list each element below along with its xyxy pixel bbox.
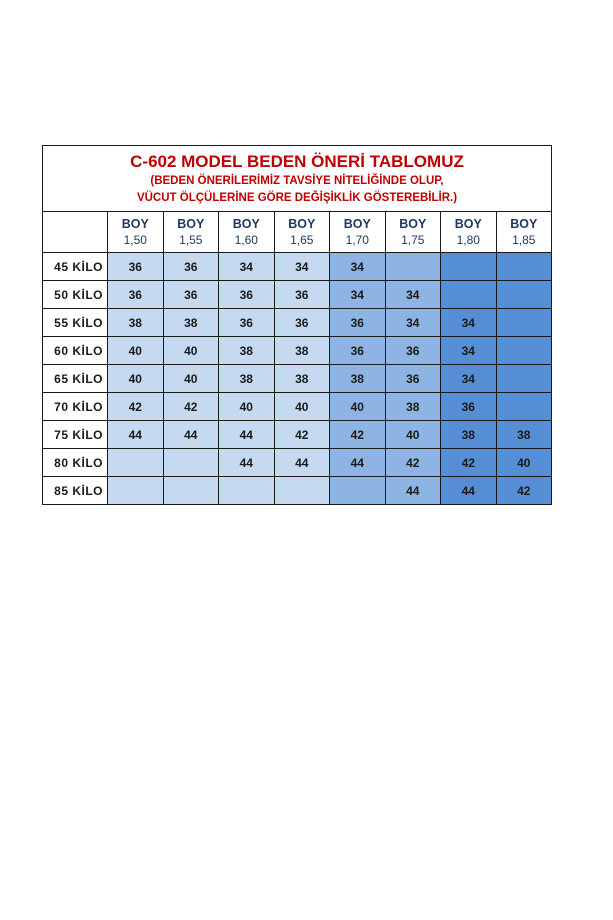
size-cell: 34 (385, 309, 441, 337)
size-chart-table (42, 145, 552, 505)
weight-label: 80 KİLO (43, 449, 108, 477)
size-cell (330, 477, 386, 505)
size-cell: 38 (330, 365, 386, 393)
size-cell (219, 477, 275, 505)
height-header (385, 212, 441, 253)
height-header (441, 212, 497, 253)
height-header (219, 212, 275, 253)
size-cell: 42 (441, 449, 497, 477)
size-cell (163, 449, 219, 477)
height-value: 1,50 (123, 233, 147, 247)
size-cell: 40 (163, 365, 219, 393)
table-row (43, 421, 552, 449)
size-cell (163, 477, 219, 505)
size-cell: 40 (163, 337, 219, 365)
size-cell: 40 (274, 393, 330, 421)
height-value: 1,70 (345, 233, 369, 247)
height-header (108, 212, 164, 253)
height-value: 1,65 (290, 233, 314, 247)
size-cell: 42 (496, 477, 552, 505)
size-cell: 38 (274, 337, 330, 365)
size-cell: 40 (496, 449, 552, 477)
height-header (163, 212, 219, 253)
size-cell (496, 309, 552, 337)
height-value: 1,85 (512, 233, 536, 247)
boy-label: BOY (399, 217, 427, 231)
table-row (43, 449, 552, 477)
size-cell (496, 393, 552, 421)
size-cell: 42 (108, 393, 164, 421)
boy-label: BOY (177, 217, 205, 231)
size-cell (496, 281, 552, 309)
size-cell: 34 (330, 281, 386, 309)
size-cell (441, 253, 497, 281)
size-cell (385, 253, 441, 281)
size-cell: 36 (385, 365, 441, 393)
table-row (43, 281, 552, 309)
size-cell: 34 (274, 253, 330, 281)
size-cell: 36 (219, 309, 275, 337)
boy-label: BOY (232, 217, 260, 231)
size-cell: 42 (274, 421, 330, 449)
size-cell: 44 (163, 421, 219, 449)
height-value: 1,60 (234, 233, 258, 247)
size-cell: 34 (330, 253, 386, 281)
weight-label: 45 KİLO (43, 253, 108, 281)
size-cell (108, 449, 164, 477)
boy-label: BOY (288, 217, 316, 231)
size-cell (496, 253, 552, 281)
size-cell: 36 (330, 309, 386, 337)
title-block (43, 146, 552, 212)
size-cell: 34 (219, 253, 275, 281)
size-cell: 44 (108, 421, 164, 449)
size-cell (274, 477, 330, 505)
size-cell: 38 (496, 421, 552, 449)
size-cell: 36 (330, 337, 386, 365)
boy-label: BOY (454, 217, 482, 231)
weight-label: 50 KİLO (43, 281, 108, 309)
size-cell: 38 (441, 421, 497, 449)
size-cell: 36 (441, 393, 497, 421)
boy-label: BOY (343, 217, 371, 231)
size-cell (496, 365, 552, 393)
size-cell: 40 (219, 393, 275, 421)
size-cell: 36 (274, 281, 330, 309)
size-cell: 34 (441, 337, 497, 365)
weight-label: 85 KİLO (43, 477, 108, 505)
height-value: 1,80 (456, 233, 480, 247)
size-cell: 40 (108, 337, 164, 365)
size-cell: 34 (385, 281, 441, 309)
size-cell: 40 (108, 365, 164, 393)
table-row (43, 365, 552, 393)
size-cell: 42 (385, 449, 441, 477)
size-cell: 36 (108, 253, 164, 281)
size-cell: 42 (163, 393, 219, 421)
size-cell (496, 337, 552, 365)
size-cell: 36 (163, 253, 219, 281)
size-cell: 42 (330, 421, 386, 449)
table-row (43, 337, 552, 365)
size-cell: 36 (163, 281, 219, 309)
size-cell: 44 (274, 449, 330, 477)
weight-label: 55 KİLO (43, 309, 108, 337)
table-row (43, 393, 552, 421)
size-cell: 44 (219, 421, 275, 449)
size-cell: 44 (330, 449, 386, 477)
table-row (43, 477, 552, 505)
height-header (274, 212, 330, 253)
size-cell: 40 (385, 421, 441, 449)
size-cell: 44 (219, 449, 275, 477)
weight-label: 70 KİLO (43, 393, 108, 421)
height-header (330, 212, 386, 253)
size-cell: 38 (385, 393, 441, 421)
weight-label: 60 KİLO (43, 337, 108, 365)
size-cell: 38 (219, 365, 275, 393)
height-value: 1,75 (401, 233, 425, 247)
size-cell: 36 (219, 281, 275, 309)
size-cell: 36 (274, 309, 330, 337)
boy-label: BOY (510, 217, 538, 231)
boy-label: BOY (121, 217, 149, 231)
corner-cell (43, 212, 108, 253)
size-cell: 44 (441, 477, 497, 505)
size-cell: 38 (108, 309, 164, 337)
table-row (43, 309, 552, 337)
size-cell: 34 (441, 309, 497, 337)
height-header-row (43, 212, 552, 253)
size-cell (108, 477, 164, 505)
size-cell (441, 281, 497, 309)
height-header (496, 212, 552, 253)
size-cell: 34 (441, 365, 497, 393)
size-cell: 40 (330, 393, 386, 421)
size-cell: 38 (219, 337, 275, 365)
size-cell: 36 (108, 281, 164, 309)
table-title: C-602 MODEL BEDEN ÖNERİ TABLOMUZ (130, 151, 464, 171)
size-cell: 36 (385, 337, 441, 365)
table-subtitle-line-1: (BEDEN ÖNERİLERİMİZ TAVSİYE NİTELİĞİNDE OLUP, (150, 174, 444, 187)
size-cell: 44 (385, 477, 441, 505)
size-cell: 38 (163, 309, 219, 337)
weight-label: 75 KİLO (43, 421, 108, 449)
size-cell: 38 (274, 365, 330, 393)
height-value: 1,55 (179, 233, 203, 247)
table-row (43, 253, 552, 281)
weight-label: 65 KİLO (43, 365, 108, 393)
table-subtitle-line-2: VÜCUT ÖLÇÜLERİNE GÖRE DEĞİŞİKLİK GÖSTEREBİLİR.) (136, 191, 458, 204)
